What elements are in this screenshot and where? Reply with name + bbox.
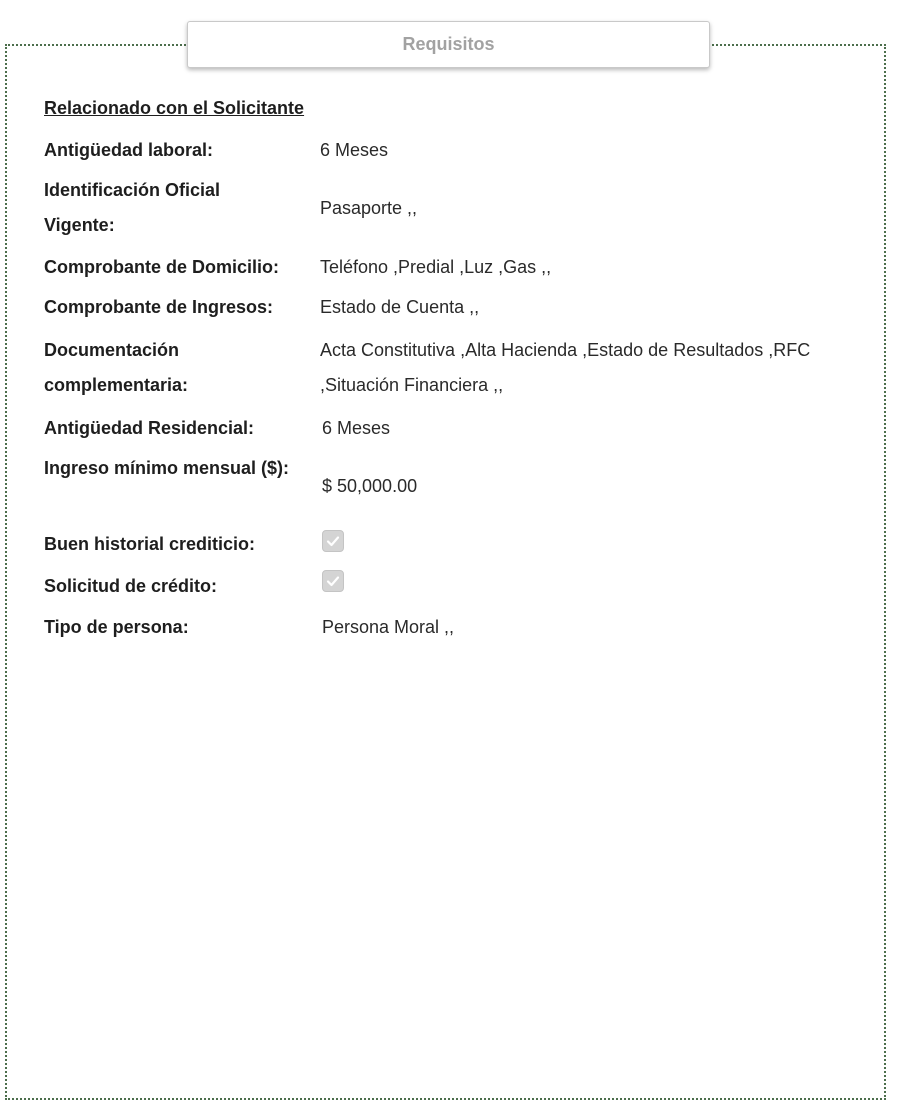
checkmark-icon: [325, 533, 341, 549]
field-label: Ingreso mínimo mensual ($):: [44, 458, 290, 478]
field-value-text: Pasaporte ,,: [320, 197, 418, 218]
field-row-antiguedad-residencial: [44, 411, 844, 446]
field-value: 6 Meses: [322, 418, 391, 438]
field-label: Comprobante de Ingresos:: [44, 297, 274, 317]
field-row-buen-historial: [44, 527, 844, 562]
field-row-comprobante-domicilio: [44, 250, 844, 285]
field-value: Persona Moral ,,: [322, 617, 455, 637]
field-label: Antigüedad laboral:: [44, 140, 214, 160]
field-value-text: $ 50,000.00: [322, 475, 418, 496]
field-value: 6 Meses: [320, 140, 389, 160]
field-row-comprobante-ingresos: [44, 290, 844, 325]
solicitud-credito-checkbox[interactable]: [322, 570, 344, 592]
field-row-tipo-persona: [44, 610, 844, 645]
tab-requisitos[interactable]: Requisitos: [187, 21, 710, 68]
field-row-ingreso-minimo: [44, 451, 844, 521]
field-row-documentacion: [44, 333, 844, 403]
field-label: Identificación Oficial Vigente:: [44, 180, 221, 235]
field-value: Teléfono ,Predial ,Luz ,Gas ,,: [320, 257, 552, 277]
field-row-antiguedad-laboral: [44, 133, 844, 168]
field-value: Estado de Cuenta ,,: [320, 297, 480, 317]
field-label: Documentación complementaria:: [44, 340, 189, 395]
buen-historial-checkbox[interactable]: [322, 530, 344, 552]
field-label: Buen historial crediticio:: [44, 534, 256, 554]
checkmark-icon: [325, 573, 341, 589]
field-row-identificacion: [44, 173, 844, 243]
field-label: Antigüedad Residencial:: [44, 418, 255, 438]
field-label: Comprobante de Domicilio:: [44, 257, 280, 277]
section-title: Relacionado con el Solicitante: [44, 98, 305, 118]
field-value: [320, 173, 840, 243]
field-row-solicitud-credito: [44, 569, 844, 604]
field-value: Acta Constitutiva ,Alta Hacienda ,Estado de Resultados ,RFC ,Situación Financiera ,,: [320, 340, 811, 395]
field-label: Solicitud de crédito:: [44, 576, 218, 596]
field-value: [322, 451, 842, 521]
field-label: Tipo de persona:: [44, 617, 189, 637]
